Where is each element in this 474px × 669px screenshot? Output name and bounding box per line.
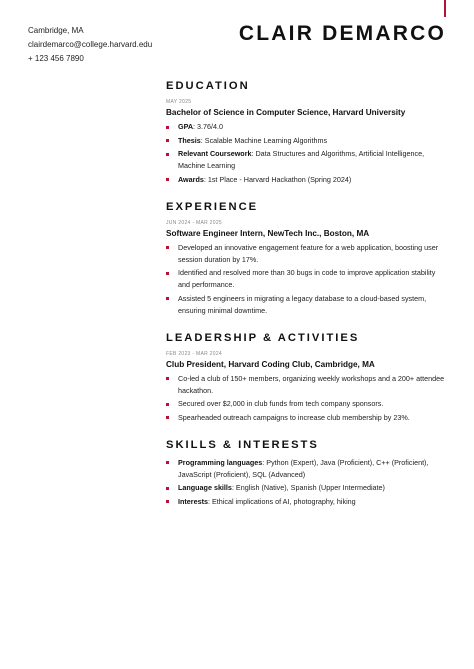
- list-item: [166, 457, 448, 481]
- bullet-list: [166, 121, 448, 186]
- list-item: [166, 174, 448, 186]
- section-heading: EXPERIENCE: [166, 200, 259, 213]
- list-item: Identified and resolved more than 30 bugs in code to improve application stability and performance.: [166, 267, 448, 291]
- bullet-list: [166, 457, 448, 508]
- item-text: : 3.76/4.0: [193, 122, 224, 131]
- list-item: [166, 148, 448, 172]
- section-heading: EDUCATION: [166, 80, 250, 92]
- entry-title: Club President, Harvard Coding Club, Cambridge, MA: [166, 359, 375, 369]
- accent-rule: [444, 0, 446, 17]
- entry-date: JUN 2024 - MAR 2025: [166, 219, 223, 226]
- education-section: [166, 79, 448, 186]
- item-text: : Ethical implications of AI, photography, hiking: [207, 496, 356, 506]
- item-label: Awards: [178, 174, 204, 184]
- item-text: : English (Native), Spanish (Upper Intermediate): [231, 483, 385, 492]
- section-heading: LEADERSHIP & ACTIVITIES: [166, 331, 360, 344]
- item-text: : 1st Place - Harvard Hackathon (Spring 2024): [203, 174, 352, 184]
- list-item: [166, 135, 448, 147]
- experience-section: [166, 200, 448, 317]
- phone-text: + 123 456 7890: [28, 54, 84, 63]
- list-item: Developed an innovative engagement feature for a web application, boosting user session duration by 17%.: [166, 242, 448, 266]
- list-item: [166, 496, 448, 508]
- resume-body: [166, 79, 448, 522]
- item-label: Thesis: [178, 135, 201, 145]
- entry-date: MAY 2025: [166, 99, 192, 105]
- entry-title: Software Engineer Intern, NewTech Inc., Boston, MA: [166, 228, 370, 238]
- list-item: Secured over $2,000 in club funds from tech company sponsors.: [166, 398, 448, 410]
- bullet-list: [166, 373, 448, 424]
- list-item: Co-led a club of 150+ members, organizing weekly workshops and a 200+ attendee hackathon.: [166, 373, 448, 397]
- item-text: : Data Structures and Algorithms, Artificial Intelligence, Machine Learning: [178, 149, 425, 170]
- leadership-section: [166, 331, 448, 424]
- section-heading: SKILLS & INTERESTS: [166, 438, 319, 451]
- contact-info: [28, 24, 152, 66]
- bullet-list: [166, 242, 448, 317]
- skills-section: [166, 438, 448, 508]
- item-label: GPA: [178, 122, 194, 131]
- list-item: Spearheaded outreach campaigns to increase club membership by 23%.: [166, 412, 448, 424]
- entry-title: Bachelor of Science in Computer Science, Harvard University: [166, 108, 406, 117]
- item-label: Relevant Coursework: [178, 149, 252, 158]
- item-label: Interests: [178, 496, 208, 506]
- list-item: Assisted 5 engineers in migrating a legacy database to a cloud-based system, ensuring minimal downtime.: [166, 293, 448, 317]
- entry-date: FEB 2023 - MAR 2024: [166, 350, 223, 357]
- item-label: Language skills: [178, 483, 232, 492]
- location-text: Cambridge, MA: [28, 26, 84, 35]
- item-text: : Python (Expert), Java (Proficient), C++ (Proficient), JavaScript (Proficient), SQL (Advanced): [178, 457, 429, 479]
- item-text: : Scalable Machine Learning Algorithms: [200, 135, 328, 145]
- email-link[interactable]: clairdemarco@college.harvard.edu: [28, 40, 153, 49]
- candidate-name: CLAIR DEMARCO: [238, 22, 446, 45]
- item-label: Programming languages: [178, 457, 263, 467]
- list-item: [166, 121, 448, 133]
- list-item: [166, 482, 448, 494]
